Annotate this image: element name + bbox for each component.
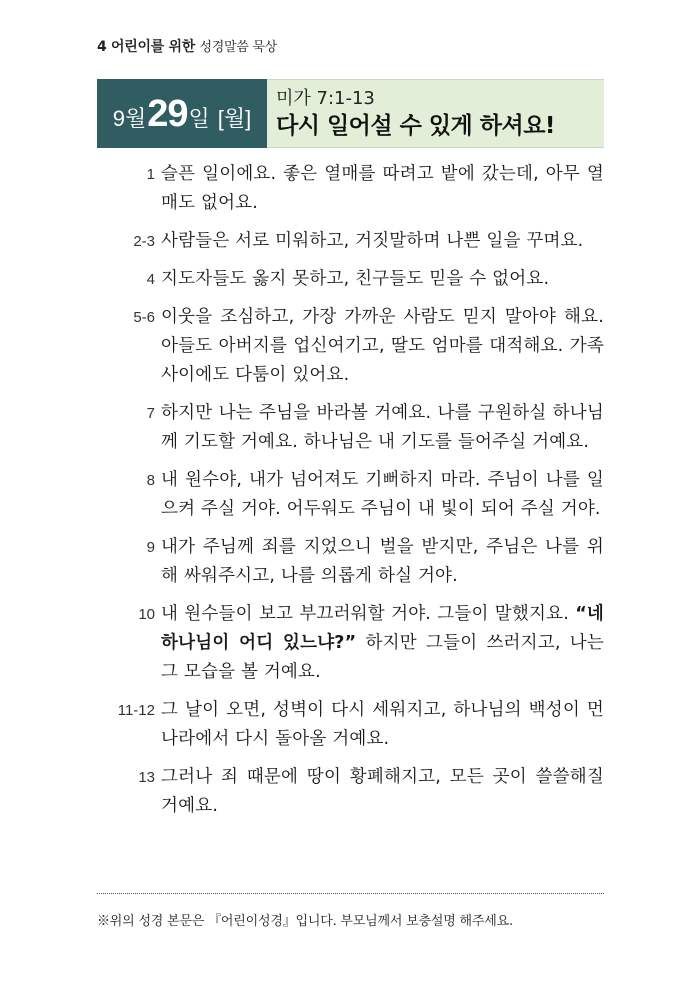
title-box xyxy=(267,79,604,148)
verse xyxy=(97,160,604,218)
date-box xyxy=(97,79,267,148)
verse xyxy=(97,466,604,524)
running-head-subtitle: 성경말씀 묵상 xyxy=(199,40,277,55)
verse-number: 1 xyxy=(146,166,155,183)
verse-number: 13 xyxy=(138,769,155,786)
verse-text: 내 원수야, 내가 넘어져도 기뻐하지 마라. 주님이 나를 일으켜 주실 거야. 어두워도 주님이 내 빛이 되어 주실 거야. xyxy=(161,470,604,519)
verse xyxy=(97,696,604,754)
date-day: 29 xyxy=(147,93,188,135)
page-number: 4 xyxy=(97,39,107,55)
date-month: 9월 xyxy=(112,106,147,131)
verse-text: 사람들은 서로 미워하고, 거짓말하며 나쁜 일을 꾸며요. xyxy=(161,231,584,251)
verse-text: 이웃을 조심하고, 가장 가까운 사람도 믿지 말아야 해요. 아들도 아버지를 업신여기고, 딸도 엄마를 대적해요. 가족 사이에도 다툼이 있어요. xyxy=(161,307,604,385)
verse xyxy=(97,227,604,256)
verse-number: 7 xyxy=(146,405,155,422)
verse-number: 10 xyxy=(138,606,155,623)
verse-text: 하지만 나는 주님을 바라볼 거예요. 나를 구원하실 하나님께 기도할 거예요. 하나님은 내 기도를 들어주실 거예요. xyxy=(161,403,604,452)
verse-number: 4 xyxy=(146,271,155,288)
verse xyxy=(97,303,604,390)
date-banner xyxy=(97,79,604,148)
verse-number: 5-6 xyxy=(133,309,155,326)
verse-list xyxy=(97,160,604,830)
verse-text: 내가 주님께 죄를 지었으니 벌을 받지만, 주님은 나를 위해 싸워주시고, 나를 의롭게 하실 거야. xyxy=(161,537,604,586)
verse xyxy=(97,600,604,687)
verse-text: 슬픈 일이에요. 좋은 열매를 따려고 밭에 갔는데, 아무 열매도 없어요. xyxy=(161,164,604,213)
verse-number: 2-3 xyxy=(133,233,155,250)
running-head xyxy=(97,36,277,56)
date-weekday: [월] xyxy=(217,106,252,131)
verse-number: 9 xyxy=(146,539,155,556)
verse-text: 그 날이 오면, 성벽이 다시 세워지고, 하나님의 백성이 먼 나라에서 다시 돌아올 거예요. xyxy=(161,700,604,749)
verse-text xyxy=(161,600,604,687)
verse-text: 지도자들도 옳지 못하고, 친구들도 믿을 수 없어요. xyxy=(161,269,550,289)
verse-number: 11-12 xyxy=(117,702,155,719)
verse xyxy=(97,265,604,294)
date-day-label: 일 xyxy=(188,106,210,131)
footer-divider xyxy=(97,893,604,894)
verse-text-part: 내 원수들이 보고 부끄러워할 거야. 그들이 말했지요. xyxy=(161,604,569,624)
footnote: ※위의 성경 본문은 『어린이성경』입니다. 부모님께서 보충설명 해주세요. xyxy=(97,914,513,929)
verse xyxy=(97,399,604,457)
verse-text-part: 하지만 그들이 쓰러지고, 나는 그 모습을 볼 거예요. xyxy=(161,633,604,682)
verse xyxy=(97,763,604,821)
verse xyxy=(97,533,604,591)
passage-heading: 다시 일어설 수 있게 하셔요! xyxy=(276,113,555,139)
verse-number: 8 xyxy=(146,472,155,489)
verse-text: 그러나 죄 때문에 땅이 황폐해지고, 모든 곳이 쓸쓸해질 거예요. xyxy=(161,767,604,816)
verse-quote: “네 하나님이 어디 있느냐?” xyxy=(161,604,605,653)
scripture-reference: 미가 7:1-13 xyxy=(276,88,375,109)
running-head-title: 어린이를 위한 xyxy=(111,39,195,55)
